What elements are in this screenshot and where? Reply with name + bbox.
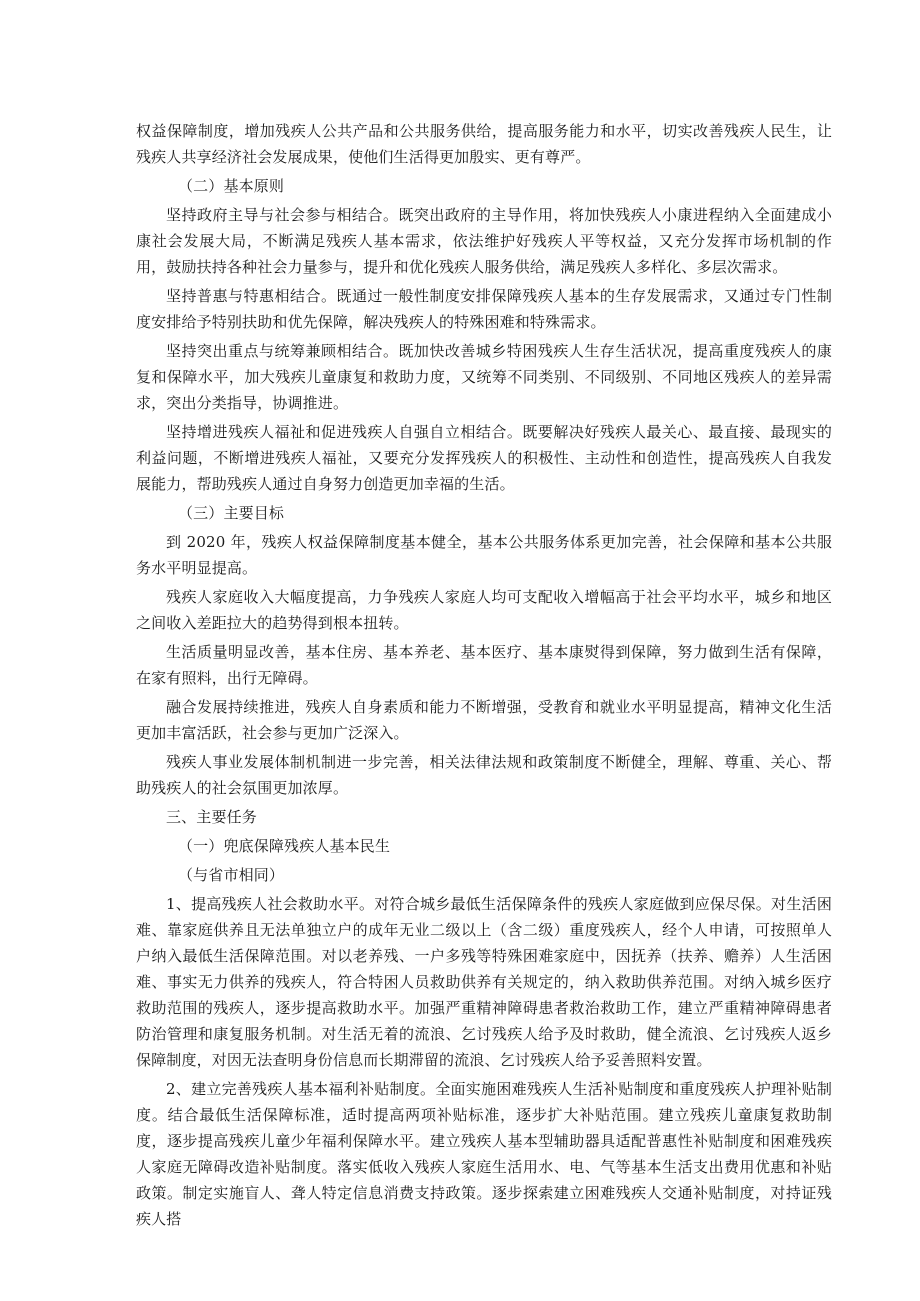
paragraph-goal-quality-of-life: 生活质量明显改善，基本住房、基本养老、基本医疗、基本康熨得到保障，努力做到生活有保障，在家有照料，出行无障碍。 [136,643,832,687]
paragraph-goal-2020: 到 2020 年，残疾人权益保障制度基本健全，基本公共服务体系更加完善，社会保障和基本公共服务水平明显提高。 [136,533,832,577]
paragraph-goal-income: 残疾人家庭收入大幅度提高，力争残疾人家庭人均可支配收入增幅高于社会平均水平，城乡和地区之间收入差距拉大的趋势得到根本扭转。 [136,588,832,632]
paragraph-task-welfare-subsidy: 2、建立完善残疾人基本福利补贴制度。全面实施困难残疾人生活补贴制度和重度残疾人护理补贴制度。结合最低生活保障标准，适时提高两项补贴标准，逐步扩大补贴范围。建立残疾儿童康复救助制度，逐步提高残疾儿童少年福利保障水平。建立残疾人基本型辅助器具适配普惠性补贴制度和困难残疾人家庭无障碍改造补贴制度。落实低收入残疾人家庭生活用水、电、气等基本生活支出费用优惠和补贴政策。制定实施盲人、聋人特定信息消费支持政策。逐步探索建立困难残疾人交通补贴制度，对持证残疾人搭 [136,1080,832,1228]
subheading-basic-livelihood: （一）兜底保障残疾人基本民生 [178,837,391,855]
paragraph-task-social-assistance: 1、提高残疾人社会救助水平。对符合城乡最低生活保障条件的残疾人家庭做到应保尽保。对生活困难、靠家庭供养且无法单独立户的成年无业二级以上（含二级）重度残疾人，经个人申请，可按照单人户纳入最低生活保障范围。对以老养残、一户多残等特殊困难家庭中，因抚养（扶养、赡养）人生活困难、事实无力供养的残疾人，符合特困人员救助供养有关规定的，纳入救助供养范围。对纳入城乡医疗救助范围的残疾人，逐步提高救助水平。加强严重精神障碍患者救治救助工作，建立严重精神障碍患者防治管理和康复服务机制。对生活无着的流浪、乞讨残疾人给予及时救助，健全流浪、乞讨残疾人返乡保障制度，对因无法查明身份信息而长期滞留的流浪、乞讨残疾人给予妥善照料安置。 [136,895,832,1069]
paragraph-principle-government-society: 坚持政府主导与社会参与相结合。既突出政府的主导作用，将加快残疾人小康进程纳入全面建成小康社会发展大局，不断满足残疾人基本需求，依法维护好残疾人平等权益，又充分发挥市场机制的作用，鼓励扶持各种社会力量参与，提升和优化残疾人服务供给，满足残疾人多样化、多层次需求。 [136,206,832,276]
document-page [136,118,832,1235]
note-same-as-province: （与省市相同） [178,866,285,884]
paragraph-principle-universal-special: 坚持普惠与特惠相结合。既通过一般性制度安排保障残疾人基本的生存发展需求，又通过专门性制度安排给予特别扶助和优先保障，解决残疾人的特殊困难和特殊需求。 [136,287,832,331]
subheading-basic-principles: （二）基本原则 [178,177,285,195]
paragraph-principle-focus-coordination: 坚持突出重点与统筹兼顾相结合。既加快改善城乡特困残疾人生存生活状况，提高重度残疾人的康复和保障水平，加大残疾儿童康复和救助力度，又统筹不同类别、不同级别、不同地区残疾人的差异需求，突出分类指导，协调推进。 [136,342,832,412]
paragraph-principle-welfare-self-reliance: 坚持增进残疾人福祉和促进残疾人自强自立相结合。既要解决好残疾人最关心、最直接、最现实的利益问题，不断增进残疾人福祉，又要充分发挥残疾人的积极性、主动性和创造性，提高残疾人自我发展能力，帮助残疾人通过自身努力创造更加幸福的生活。 [136,423,832,493]
paragraph-goal-integration: 融合发展持续推进，残疾人自身素质和能力不断增强，受教育和就业水平明显提高，精神文化生活更加丰富活跃，社会参与更加广泛深入。 [136,698,832,742]
subheading-main-goals: （三）主要目标 [178,504,285,522]
paragraph-goal-institutions: 残疾人事业发展体制机制进一步完善，相关法律法规和政策制度不断健全，理解、尊重、关心、帮助残疾人的社会氛围更加浓厚。 [136,753,832,797]
section-heading-main-tasks: 三、主要任务 [166,808,257,826]
paragraph-intro-continuation: 权益保障制度，增加残疾人公共产品和公共服务供给，提高服务能力和水平，切实改善残疾人民生，让残疾人共享经济社会发展成果，使他们生活得更加殷实、更有尊严。 [136,122,832,166]
